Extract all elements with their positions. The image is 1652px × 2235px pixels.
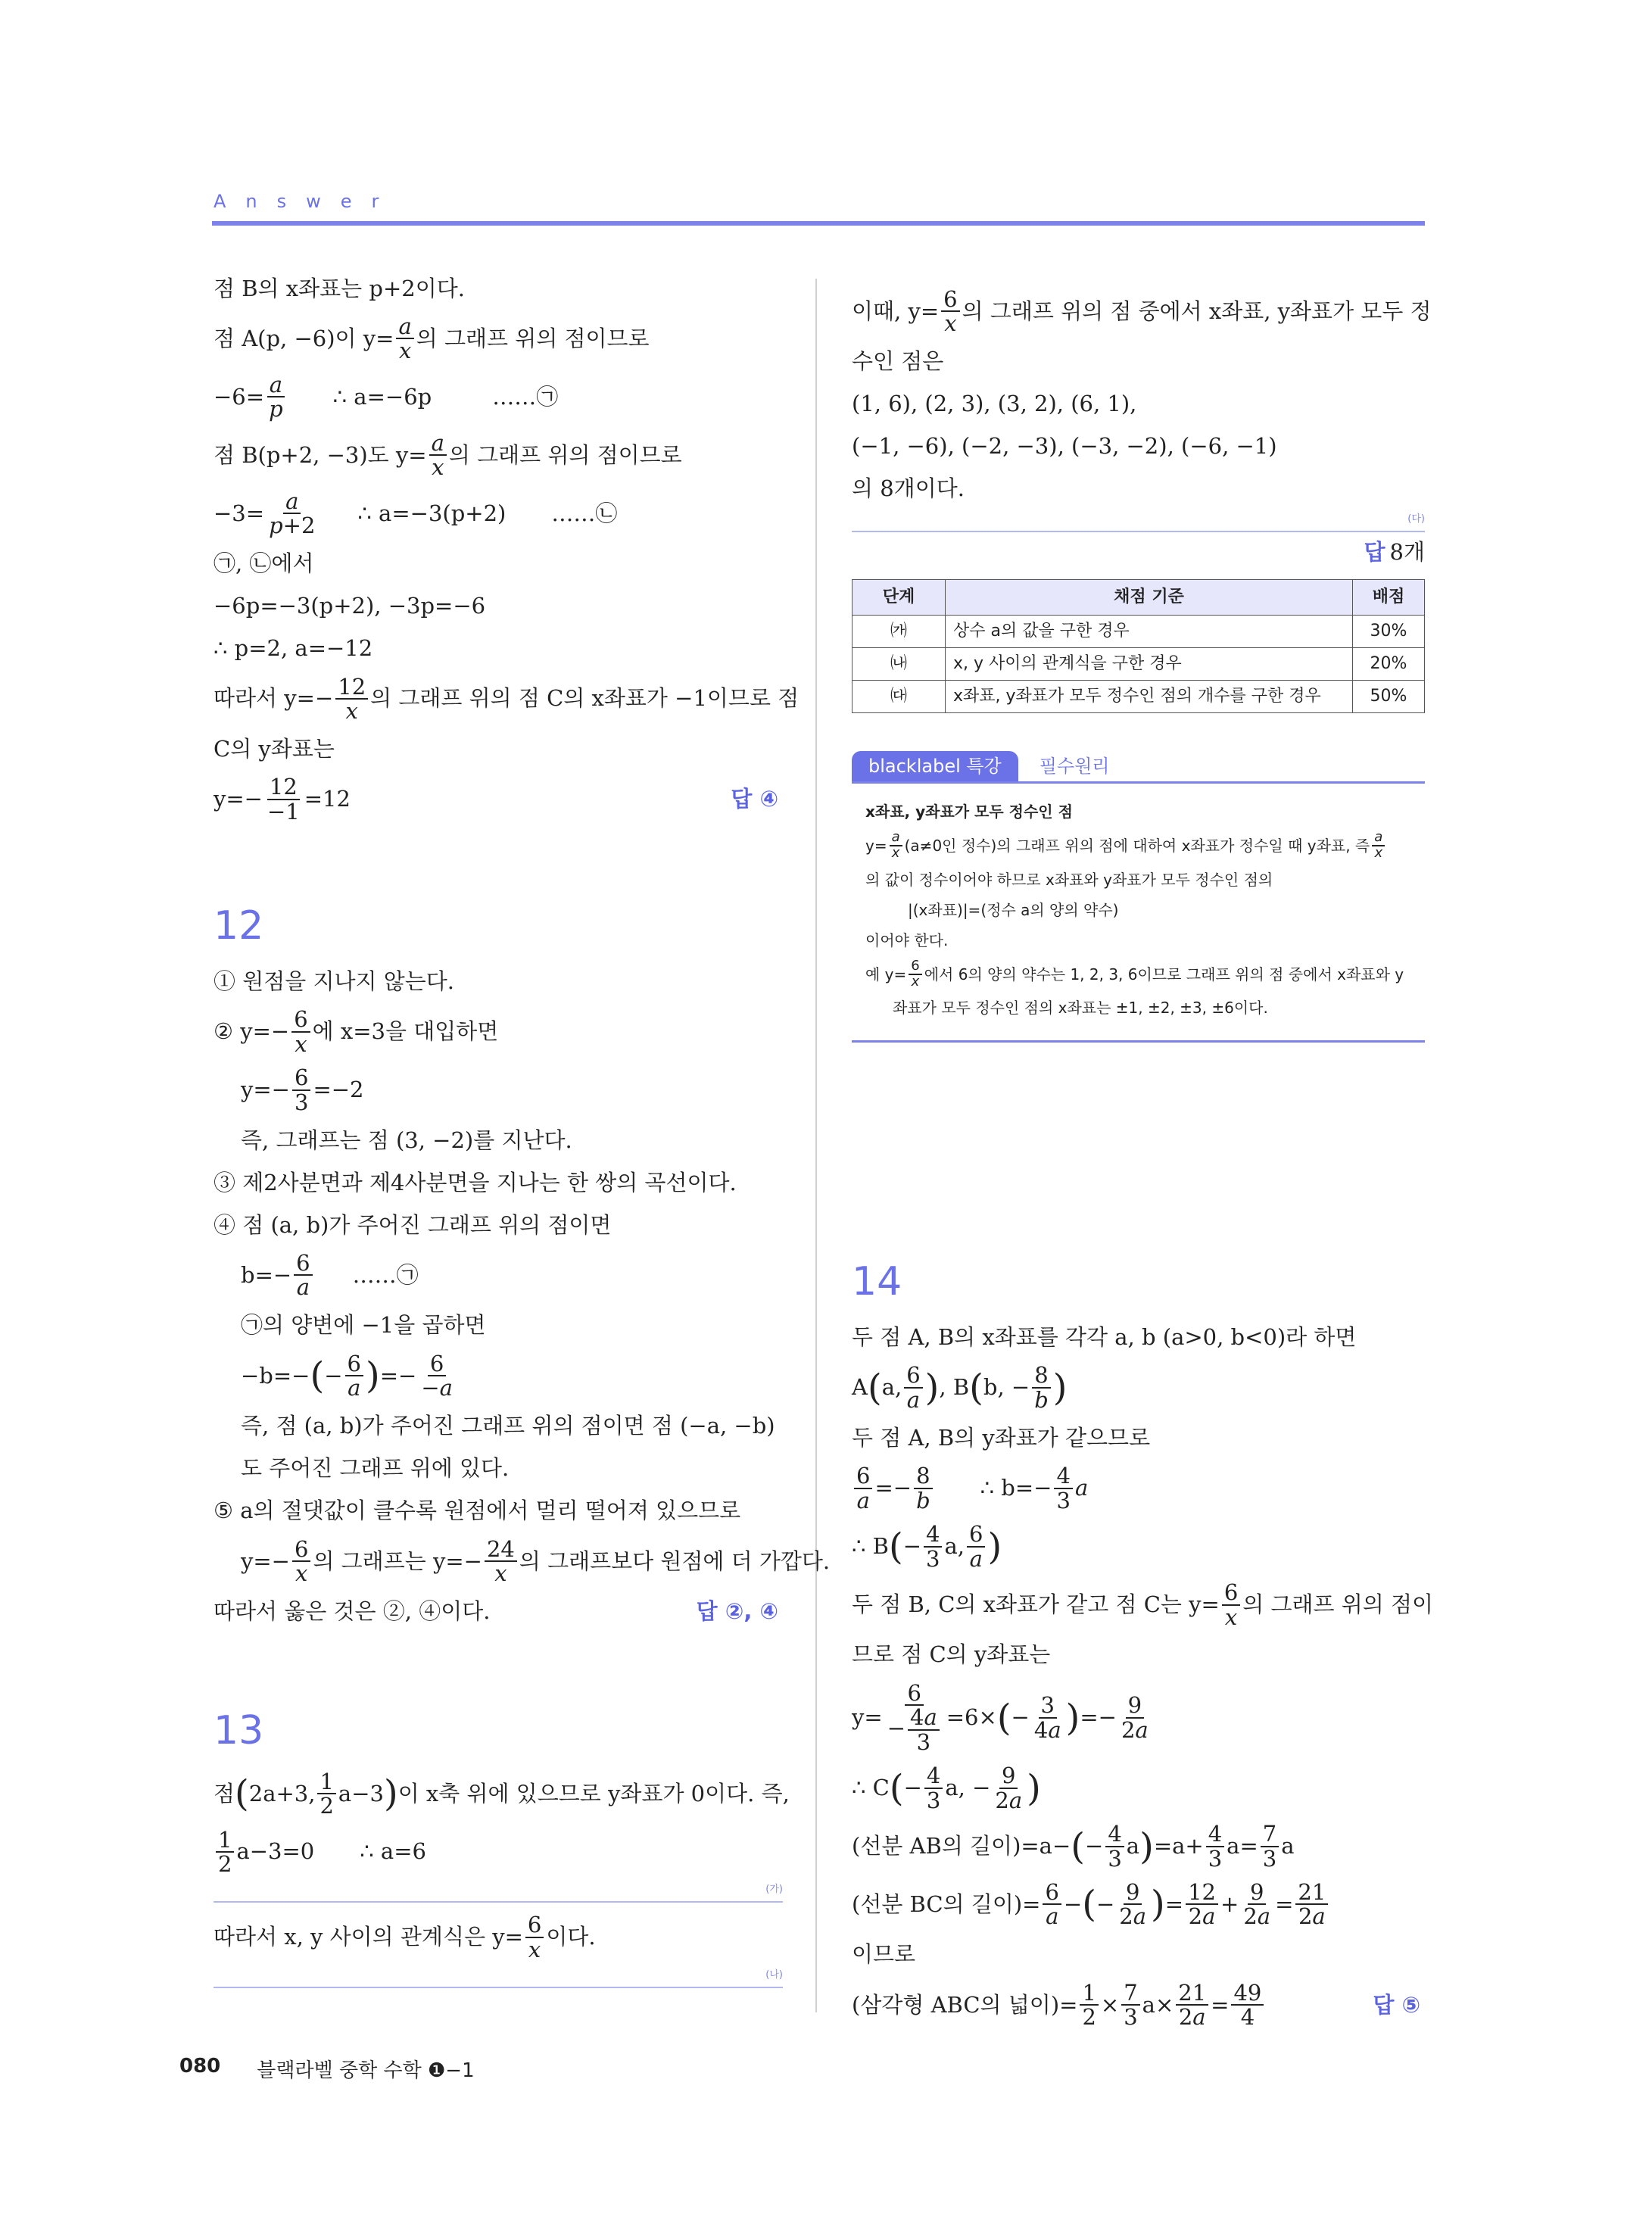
line: 두 점 A, B의 x좌표를 각각 a, b (a>0, b<0)라 하면: [852, 1323, 1357, 1350]
line: 예 y= $\frac{6}{x}$ 에서 6의 양의 약수는 1, 2, 3, 6이므로 그래프 위의 점 중에서 x좌표와 y: [865, 957, 1404, 990]
line: ㉠, ㉡에서: [214, 550, 314, 576]
line: 이므로: [852, 1941, 916, 1968]
line: y=− $\frac{12}{-1}$ =12 답 ④: [214, 774, 778, 824]
fraction: $\frac{a}{x}$: [890, 831, 902, 861]
fraction: $\frac{a}{x}$: [396, 315, 413, 363]
fraction: $\frac{6}{3}$: [292, 1066, 310, 1114]
line: (1, 6), (2, 3), (3, 2), (6, 1),: [852, 391, 1137, 417]
fraction: $\frac{6}{a}$: [904, 1364, 922, 1411]
fraction: $\frac{9}{2a}$: [1243, 1879, 1271, 1930]
line: y= 6 − $\frac{4a}{3}$ =6× ( − $\frac{3}{4a}$ ) =− $\frac{9}{2a}$: [852, 1682, 1425, 1753]
page-footer: [179, 2055, 475, 2083]
section-number-14: 14: [852, 1259, 902, 1305]
line: 이어야 한다.: [865, 930, 949, 949]
page-header-title: Answer: [214, 191, 399, 212]
fraction: $\frac{6}{a}$: [345, 1352, 363, 1400]
fraction: $\frac{4}{3}$: [1206, 1822, 1224, 1870]
fraction: $\frac{4}{3}$: [1054, 1464, 1072, 1512]
fraction: $\frac{6}{a}$: [967, 1523, 985, 1570]
fraction: $\frac{1}{2}$: [317, 1770, 335, 1818]
line: y=− $\frac{6}{x}$ 의 그래프는 y=− $\frac{24}{x}$ 의 그래프보다 원점에 더 가깝다.: [241, 1535, 831, 1587]
section-number-13: 13: [214, 1707, 264, 1753]
table-header: 단계: [852, 579, 946, 615]
line: b=− $\frac{6}{a}$ ……㉠: [241, 1250, 419, 1301]
fraction: $\frac{a}{p+2}$: [269, 488, 316, 539]
fraction: $\frac{21}{2a}$: [1295, 1881, 1328, 1928]
line: 이때, y= $\frac{6}{x}$ 의 그래프 위의 점 중에서 x좌표, y좌표가 모두 정: [852, 286, 1432, 337]
line: −3= $\frac{a}{p+2}$ ∴ a=−3(p+2) ……㉡: [214, 488, 618, 539]
fraction: $\frac{12}{-1}$: [267, 774, 300, 824]
line: 두 점 A, B의 y좌표가 같으므로: [852, 1424, 1151, 1451]
line: 답 8개: [1364, 539, 1425, 566]
line: 의 8개이다.: [852, 475, 965, 502]
line: $\frac{6}{a}$ =− $\frac{8}{b}$ ∴ b=− $\frac{4}{3}$ a: [852, 1464, 1425, 1512]
table-header: 배점: [1353, 579, 1425, 615]
line: C의 y좌표는: [214, 735, 335, 762]
line: $\frac{1}{2}$ a−3=0 ∴ a=6: [214, 1828, 783, 1876]
criteria-marker: (가): [214, 1886, 783, 1909]
fraction: $\frac{6}{x}$: [1222, 1581, 1240, 1629]
line: (선분 BC의 길이)= $\frac{6}{a}$ − ( − $\frac{9}{2a}$ ) = $\frac{12}{2a}$ + $\frac{9}{2a}$ = $\frac{21}{2a}$: [852, 1881, 1425, 1928]
line: |(x좌표)|=(정수 a의 양의 약수): [908, 900, 1119, 919]
page-number: 080: [179, 2055, 221, 2078]
answer-label: 답 ④: [731, 786, 778, 812]
line: 점 ( 2a+3, $\frac{1}{2}$ a−3 ) 이 x축 위에 있으므로 y좌표가 0이다. 즉,: [214, 1768, 790, 1819]
fraction: $\frac{6}{x}$: [525, 1913, 544, 1961]
fraction: $\frac{a}{x}$: [1372, 831, 1385, 861]
criteria-marker: (나): [214, 1972, 783, 1994]
line: A ( a, $\frac{6}{a}$ ) , B ( b, − $\frac{8}{b}$ ): [852, 1362, 1068, 1413]
line: 점 B의 x좌표는 p+2이다.: [214, 275, 465, 301]
fraction: $\frac{9}{2a}$: [1119, 1879, 1147, 1930]
fraction: $\frac{a}{x}$: [429, 432, 447, 479]
line: 수인 점은: [852, 348, 944, 375]
line: ∴ B ( − $\frac{4}{3}$ a, $\frac{6}{a}$ ): [852, 1521, 1002, 1572]
fraction: $\frac{6}{x}$: [941, 288, 959, 335]
answer-label: 답: [1364, 539, 1385, 566]
fraction: $\frac{6}{x}$: [909, 959, 921, 990]
fraction: 6 − $\frac{4a}{3}$: [885, 1682, 944, 1753]
line: 므로 점 C의 y좌표는: [852, 1641, 1051, 1668]
fraction: $\frac{4}{3}$: [924, 1764, 943, 1812]
fraction: $\frac{24}{x}$: [485, 1538, 517, 1585]
line: 즉, 점 (a, b)가 주어진 그래프 위의 점이면 점 (−a, −b): [241, 1413, 775, 1439]
line: −6= $\frac{a}{p}$ ∴ a=−6p ……㉠: [214, 371, 559, 422]
line: 도 주어진 그래프 위에 있다.: [241, 1455, 510, 1482]
fraction: $\frac{4a}{3}$: [908, 1706, 940, 1753]
fraction: $\frac{7}{3}$: [1261, 1822, 1279, 1870]
right-column: [852, 286, 1434, 2040]
fraction: $\frac{8}{b}$: [1032, 1364, 1051, 1411]
table-row: ㈎ 상수 a의 값을 구한 경우 30%: [852, 615, 1425, 647]
blacklabel-subtitle: 필수원리: [1039, 755, 1110, 777]
line: ∴ C ( − $\frac{4}{3}$ a, − $\frac{9}{2a}$ ): [852, 1763, 1041, 1813]
fraction: $\frac{9}{2a}$: [1121, 1692, 1149, 1743]
line: 의 값이 정수이어야 하므로 x좌표와 y좌표가 모두 정수인 점의: [865, 870, 1273, 889]
fraction: $\frac{6}{a}$: [854, 1464, 872, 1512]
line: y= $\frac{a}{x}$ (a≠0인 정수)의 그래프 위의 점에 대하여 x좌표가 정수일 때 y좌표, 즉 $\frac{a}{x}$: [865, 831, 1411, 861]
fraction: $\frac{12}{x}$: [335, 675, 368, 723]
line: (−1, −6), (−2, −3), (−3, −2), (−6, −1): [852, 433, 1277, 460]
fraction: $\frac{6}{x}$: [291, 1008, 310, 1055]
header-rule: [212, 221, 1425, 226]
line: 점 A(p, −6)이 y= $\frac{a}{x}$ 의 그래프 위의 점이므로: [214, 313, 650, 364]
box-title: x좌표, y좌표가 모두 정수인 점: [865, 802, 1073, 821]
blacklabel-box-header: [852, 747, 1425, 784]
line: 두 점 B, C의 x좌표가 같고 점 C는 y= $\frac{6}{x}$ 의 그래프 위의 점이: [852, 1579, 1434, 1630]
fraction: $\frac{6}{a}$: [1043, 1881, 1061, 1928]
fraction: $\frac{21}{2a}$: [1176, 1981, 1208, 2029]
line: 즉, 그래프는 점 (3, −2)를 지난다.: [241, 1127, 572, 1153]
fraction: $\frac{49}{4}$: [1231, 1981, 1264, 2029]
fraction: $\frac{1}{2}$: [1080, 1981, 1098, 2029]
fraction: $\frac{6}{x}$: [292, 1538, 310, 1585]
section-number-12: 12: [214, 903, 264, 949]
line: −6p=−3(p+2), −3p=−6: [214, 593, 486, 619]
fraction: $\frac{a}{p}$: [267, 373, 285, 421]
line: ⑤ a의 절댓값이 클수록 원점에서 멀리 떨어져 있으므로: [214, 1498, 741, 1524]
fraction: $\frac{4}{3}$: [924, 1523, 942, 1570]
fraction: $\frac{6}{-a}$: [421, 1350, 453, 1401]
line: ④ 점 (a, b)가 주어진 그래프 위의 점이면: [214, 1211, 612, 1238]
fraction: $\frac{8}{b}$: [914, 1464, 933, 1512]
line: 좌표가 모두 정수인 점의 x좌표는 ±1, ±2, ±3, ±6이다.: [893, 999, 1268, 1018]
left-column: [214, 273, 831, 1999]
line: (삼각형 ABC의 넓이)= $\frac{1}{2}$ × $\frac{7}{3}$ a× $\frac{21}{2a}$ = $\frac{49}{4}$ 답 ⑤: [852, 1979, 1420, 2031]
line: 따라서 옳은 것은 ②, ④이다. 답 ②, ④: [214, 1598, 778, 1625]
fraction: $\frac{4}{3}$: [1105, 1822, 1124, 1870]
answer-label: 답 ⑤: [1373, 1991, 1420, 2018]
line: −b=− ( − $\frac{6}{a}$ ) =− $\frac{6}{-a}$: [214, 1352, 783, 1400]
fraction: $\frac{1}{2}$: [216, 1828, 234, 1876]
line: ② y=− $\frac{6}{x}$ 에 x=3을 대입하면: [214, 1006, 499, 1057]
line: 따라서 y=− $\frac{12}{x}$ 의 그래프 위의 점 C의 x좌표가 −1이므로 점: [214, 673, 800, 724]
fraction: $\frac{3}{4a}$: [1033, 1692, 1061, 1743]
answer-label: 답 ②, ④: [696, 1598, 778, 1625]
line: y=− $\frac{6}{3}$ =−2: [241, 1065, 364, 1115]
line: ∴ p=2, a=−12: [214, 635, 373, 661]
line: ㉠의 양변에 −1을 곱하면: [241, 1312, 486, 1339]
table-row: ㈏ x, y 사이의 관계식을 구한 경우 20%: [852, 647, 1425, 680]
fraction: $\frac{12}{2a}$: [1186, 1881, 1218, 1928]
line: ① 원점을 지나지 않는다.: [214, 968, 454, 994]
line: (선분 AB의 길이)=a− ( − $\frac{4}{3}$ a ) =a+ $\frac{4}{3}$ a= $\frac{7}{3}$ a: [852, 1821, 1295, 1872]
fraction: $\frac{7}{3}$: [1121, 1981, 1139, 2029]
table-row: ㈐ x좌표, y좌표가 모두 정수인 점의 개수를 구한 경우 50%: [852, 680, 1425, 712]
criteria-marker: (다): [852, 516, 1425, 538]
fraction: $\frac{6}{a}$: [294, 1252, 312, 1299]
book-title: 블랙라벨 중학 수학 ❶−1: [257, 2059, 475, 2082]
column-divider: [815, 279, 817, 2012]
line: 따라서 x, y 사이의 관계식은 y= $\frac{6}{x}$ 이다.: [214, 1912, 596, 1962]
blacklabel-tab: blacklabel 특강: [852, 751, 1018, 781]
line: 점 B(p+2, −3)도 y= $\frac{a}{x}$ 의 그래프 위의 점이므로: [214, 429, 682, 481]
fraction: $\frac{9}{2a}$: [995, 1763, 1023, 1813]
table-header: 채점 기준: [946, 579, 1353, 615]
blacklabel-box: [852, 784, 1425, 1043]
line: ③ 제2사분면과 제4사분면을 지나는 한 쌍의 곡선이다.: [214, 1169, 737, 1195]
grading-table: [852, 579, 1425, 713]
